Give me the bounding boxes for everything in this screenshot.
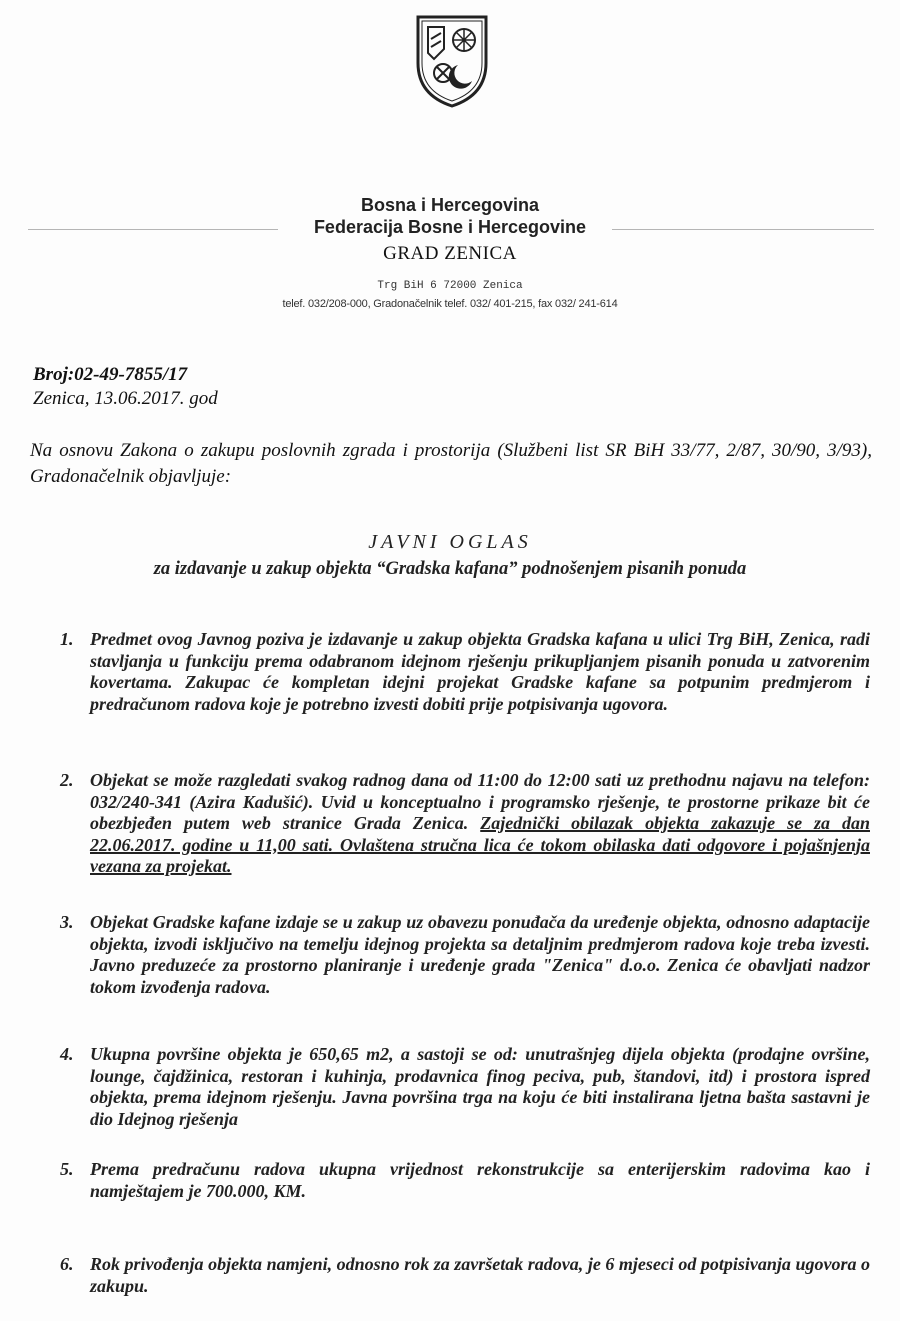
item-number: 1. [60,629,74,649]
list-item [60,912,870,998]
notice-subtitle: za izdavanje u zakup objekta “Gradska kafana” podnošenjem pisanih ponuda [153,559,747,579]
list-item [60,629,870,715]
reference-number: Broj:02-49-7855/17 [33,364,188,385]
intro-paragraph: Na osnovu Zakona o zakupu poslovnih zgrada i prostorija (Službeni list SR BiH 33/77, 2/87, 30/90, 3/93), Gradonačelnik objavljuje: [30,440,872,487]
item-text: Predmet ovog Javnog poziva je izdavanje u zakup objekta Gradska kafana u ulici Trg BiH, Zenica, radi stavljanja u funkciju prema odabranom idejnom rješenju prikupljanjem pisanih ponuda u zatvorenim kovertama. Zakupac će kompletan idejni projekat Gradske kafane sa potpunim predmjerom i predračunom radova koje je potrebno izvesti dobiti prije potpisivanja ugovora. [90,629,870,714]
item-number: 6. [60,1254,74,1274]
list-item [60,1159,870,1202]
item-text: Objekat Gradske kafane izdaje se u zakup uz obavezu ponuđača da uređenje objekta, odnosno adaptacije objekta, izvodi isključivo na temelju idejnog projekta sa detaljnim predmjerom radova koje treba izvesti. Javno preduzeće za prostorno planiranje i uređenje grada "Zenica" d.o.o. Zenica će obavljati nadzor tokom izvođenja radova. [90,912,870,997]
item-number: 4. [60,1044,74,1064]
item-underlined-text: Zajednički obilazak objekta zakazuje se za dan 22.06.2017. godine u 11,00 sati. Ovlaštena stručna lica će tokom obilaska dati odgovore i pojašnjenja vezana za projekat. [90,813,870,876]
item-text: Objekat se može razgledati svakog radnog dana od 11:00 do 12:00 sati uz prethodnu najavu na telefon: 032/240-341 (Azira Kadušić). Uvid u konceptualno i programsko rješenje, te prostorne prikaze bit će obezbjeđen putem web stranice Grada Zenica. [90,770,870,833]
header-country: Bosna i Hercegovina [360,195,540,215]
item-text: Ukupna površine objekta je 650,65 m2, a sastoji se od: unutrašnjeg dijela objekta (prodajne ovršine, lounge, čajdžinica, restoran i kuhinja, prodavnica finog peciva, pub, štandovi, itd) i prostora ispred objekta, prema idejnom rješenju. Javna površina trga na koju će biti instalirana ljetna bašta sastavni je dio Idejnog rješenja [90,1044,870,1129]
list-item [60,770,870,878]
item-text: Rok privođenja objekta namjeni, odnosno rok za završetak radova, je 6 mjeseci od potpisivanja ugovora o zakupu. [90,1254,870,1296]
item-text: Prema predračunu radova ukupna vrijednost rekonstrukcije sa enterijerskim radovima kao i namještajem je 700.000, KM. [90,1159,870,1201]
header-city: GRAD ZENICA [383,243,517,264]
item-number: 2. [60,770,74,790]
list-item [60,1044,870,1130]
item-number: 3. [60,912,74,932]
header-address: Trg BiH 6 72000 Zenica [377,280,523,292]
reference-place-date: Zenica, 13.06.2017. god [33,388,218,409]
item-number: 5. [60,1159,74,1179]
header-entity: Federacija Bosne i Hercegovine [313,217,587,237]
notice-title: JAVNI OGLAS [368,531,532,553]
list-item [60,1254,870,1297]
header-phones: telef. 032/208-000, Gradonačelnik telef. 032/ 401-215, fax 032/ 241-614 [282,298,618,310]
city-coat-of-arms-icon [414,13,490,109]
